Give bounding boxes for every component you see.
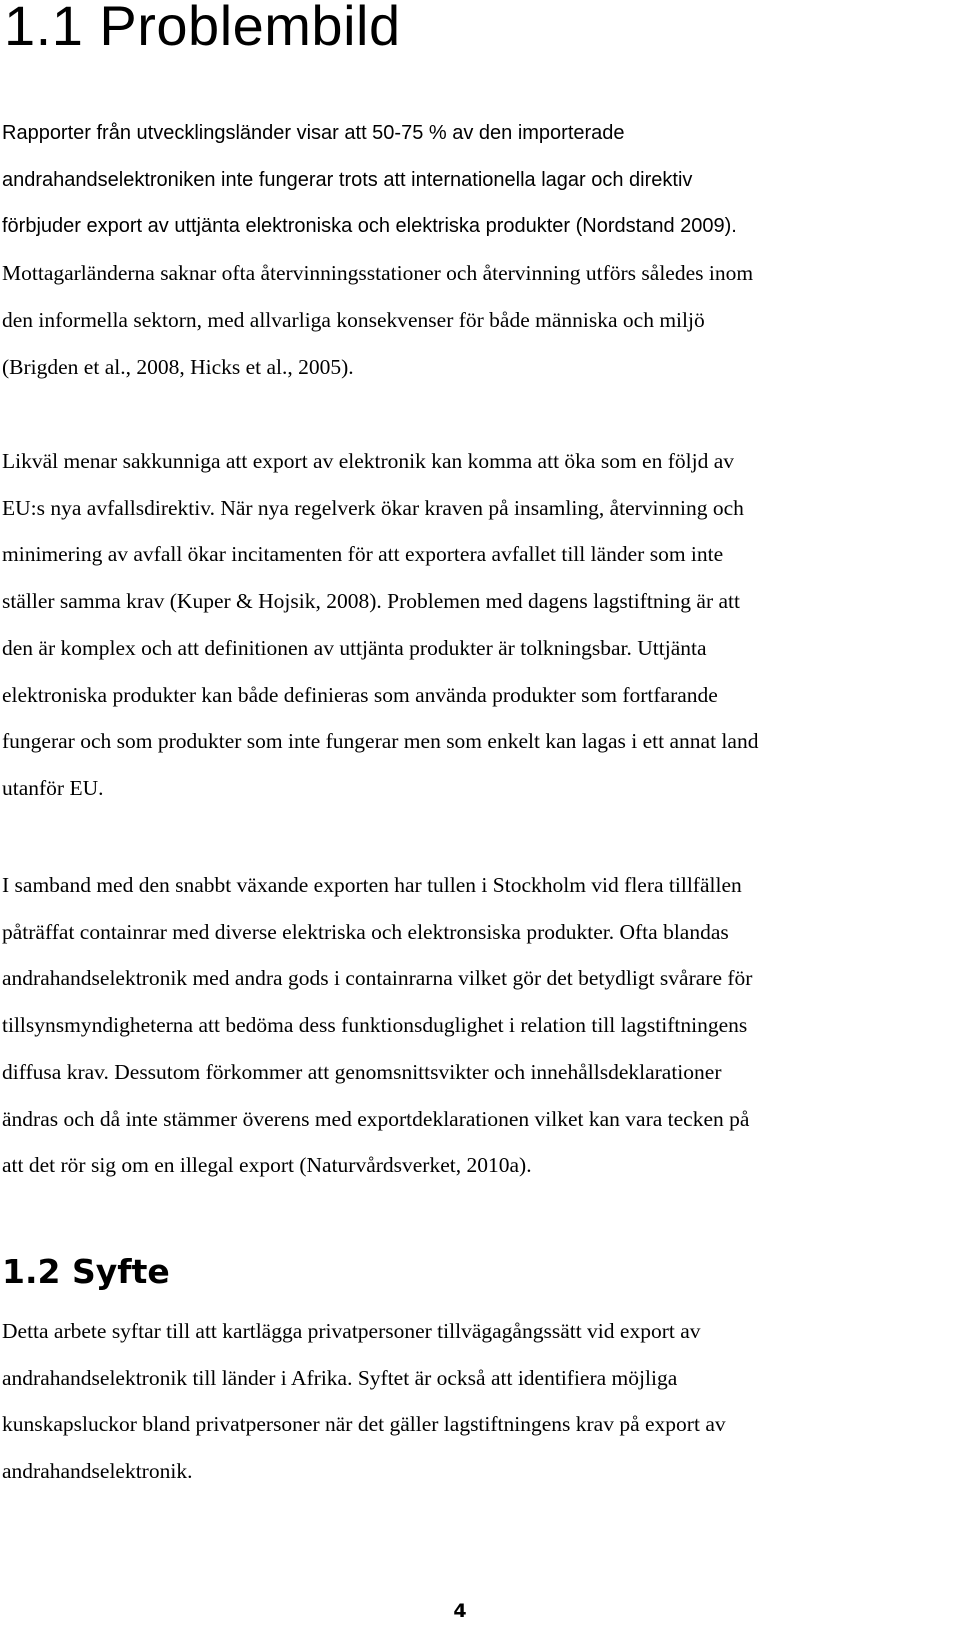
text-line: minimering av avfall ökar incitamenten för att exportera avfallet till länder som inte [2, 542, 724, 567]
text-line: andrahandselektronik med andra gods i containrarna vilket gör det betydligt svårare för [2, 966, 753, 991]
text-line: påträffat containrar med diverse elektriska och elektronsiska produkter. Ofta blandas [2, 919, 729, 944]
paragraph-problembild-3 [2, 862, 752, 1189]
text-line: den informella sektorn, med allvarliga konsekvenser för både människa och miljö [2, 307, 705, 332]
text-line: andrahandselektronik till länder i Afrika. Syftet är också att identifiera möjliga [2, 1365, 678, 1390]
text-line: Detta arbete syftar till att kartlägga privatpersoner tillvägagångssätt vid export av [2, 1319, 701, 1343]
text-line: andrahandselektronik. [2, 1459, 193, 1484]
paragraph-problembild-2 [2, 438, 758, 812]
text-line: utanför EU. [2, 775, 104, 800]
text-line: fungerar och som produkter som inte fungerar men som enkelt kan lagas i ett annat land [2, 729, 759, 754]
text-line: EU:s nya avfallsdirektiv. När nya regelverk ökar kraven på insamling, återvinning och [2, 495, 744, 520]
text-line: Likväl menar sakkunniga att export av elektronik kan komma att öka som en följd av [2, 449, 734, 473]
text-line: andrahandselektroniken inte fungerar trots att internationella lagar och direktiv [2, 168, 693, 191]
text-line: tillsynsmyndigheterna att bedöma dess funktionsduglighet i relation till lagstiftningens [2, 1013, 748, 1038]
text-line: Rapporter från utvecklingsländer visar att 50-75 % av den importerade [2, 122, 625, 144]
text-line: den är komplex och att definitionen av uttjänta produkter är tolkningsbar. Uttjänta [2, 635, 707, 660]
text-line: ändras och då inte stämmer överens med exportdeklarationen vilket kan vara tecken på [2, 1106, 750, 1131]
paragraph-problembild-1 [2, 110, 753, 390]
text-line: I samband med den snabbt växande exporten har tullen i Stockholm vid flera tillfällen [2, 873, 742, 897]
text-line: att det rör sig om en illegal export (Naturvårdsverket, 2010a). [2, 1153, 532, 1178]
text-line: Mottagarländerna saknar ofta återvinningsstationer och återvinning utförs således inom [2, 261, 754, 286]
section-heading-problembild: 1.1 Problembild [4, 0, 401, 57]
text-line: ställer samma krav (Kuper & Hojsik, 2008). Problemen med dagens lagstiftning är att [2, 589, 740, 614]
paragraph-syfte [2, 1308, 726, 1495]
text-line: förbjuder export av uttjänta elektroniska och elektriska produkter (Nordstand 2009). [2, 215, 737, 238]
text-line: kunskapsluckor bland privatpersoner när det gäller lagstiftningens krav på export av [2, 1412, 726, 1437]
page-number: 4 [453, 1600, 467, 1622]
text-line: (Brigden et al., 2008, Hicks et al., 2005). [2, 354, 354, 379]
section-heading-syfte: 1.2 Syfte [2, 1252, 170, 1291]
text-line: diffusa krav. Dessutom förkommer att genomsnittsvikter och innehållsdeklarationer [2, 1059, 722, 1084]
text-line: elektroniska produkter kan både definieras som använda produkter som fortfarande [2, 682, 718, 707]
